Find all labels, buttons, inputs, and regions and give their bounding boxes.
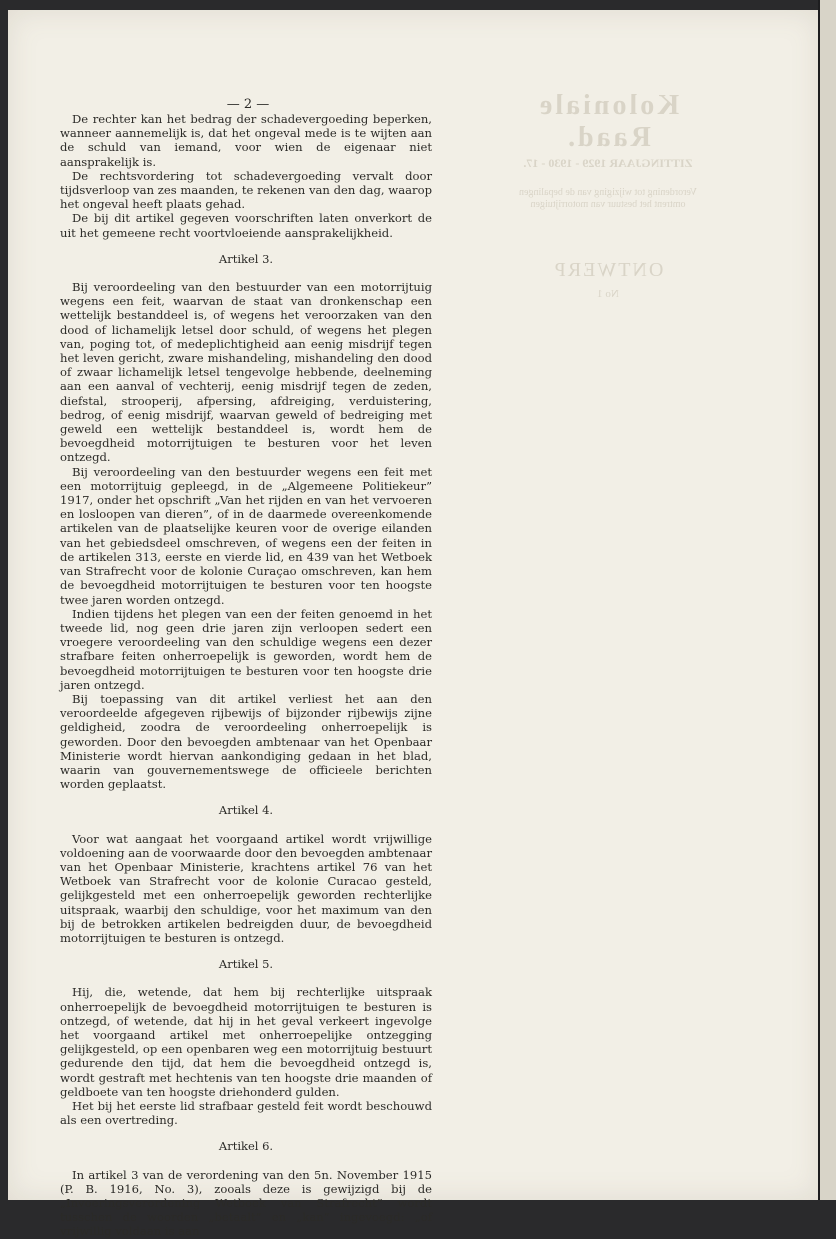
page-edge [818,0,836,1200]
paragraph: Hij, die, wetende, dat hem bij rechterlijke uitspraak onherroepelijk de bevoegdheid motorrijtuigen te besturen is ontzegd, of wetende, dat hij in het geval verkeert ingevolge het voorgaand artikel met onherroepelijke ontzegging gelijkgesteld, op een openbaren weg een motorrijtuig bestuurt gedurende den tijd, dat hem die bevoegdheid ontzegd is, wordt gestraft met hechtenis van ten hoogste drie maanden of geldboete van ten hoogste driehonderd gulden. [60,985,432,1099]
bleed-note: Verordening tot wijziging van de bepalingen omtrent het bestuur van motorrijtuigen [519,187,698,210]
document-page [8,10,820,1239]
paragraph: In artikel 3 van de verordening van den 5n. November 1915 (P. B. 1916, No. 3), zooals deze is gewijzigd bij de „Invoeringsverordening Wetboek van Strafrecht” wordt tusschen de woorden „betaalt” en „kan” ingevoegd: „of vrijwillig voldaan is aan [60,1167,432,1239]
paragraph: Indien tijdens het plegen van een der feiten genoemd in het tweede lid, nog geen drie jaren zijn verloopen sedert een vroegere veroordeeling van den schuldige wegens een dezer strafbare feiten onherroepelijk is geworden, wordt hem de bevoegdheid motorrijtuigen te besturen voor ten hoogste drie jaren ontzegd. [60,606,432,692]
article-heading: Artikel 3. [218,251,274,266]
paragraph: Voor wat aangaat het voorgaand artikel wordt vrijwillige voldoening aan de voorwaarde door den bevoegden ambtenaar van het Openbaar Ministerie, krachtens artikel 76 van het Wetboek van Strafrecht voor de kolonie Curacao gesteld, gelijkgesteld met een onherroepelijk geworden rechterlijke uitspraak, waarbij den schuldige, voor het maximum van den bij de betrokken artikelen bedreigden duur, de bevoegdheid motorrijtuigen te besturen is ontzegd. [60,831,432,945]
paragraph: De rechter kan het bedrag der schadevergoeding beperken, wanneer aannemelijk is, dat het ongeval mede is te wijten aan de schuld van iemand, voor wien de eigenaar niet aansprakelijk is. [60,112,432,169]
paragraph: De rechtsvordering tot schadevergoeding vervalt door tijdsverloop van zes maanden, te rekenen van den dag, waarop het ongeval heeft plaats gehad. [60,168,432,212]
paragraph: Het bij het eerste lid strafbaar gesteld feit wordt beschouwd als een overtreding. [60,1099,432,1128]
paragraph: Bij toepassing van dit artikel verliest het aan den veroordeelde afgegeven rijbewijs of bijzonder rijbewijs zijne geldigheid, zoodra de veroordeeling onherroepelijk is geworden. Door den bevoegden ambtenaar van het Openbaar Ministerie wordt hiervan aankondiging gedaan in het blad, waarin van gouvernementswege de officieele berichten worden geplaatst. [60,691,432,792]
text-column [60,112,432,1239]
paragraph: Bij veroordeeling van den bestuurder wegens een feit met een motorrijtuig gepleegd, in de „Algemeene Politiekeur” 1917, onder het opschrift „Van het rijden en van het vervoeren en losloopen van dieren”, of in de daarmede overeenkomende artikelen van de plaatselijke keuren voor de overige eilanden van het gebiedsdeel omschreven, of wegens een der feiten in de artikelen 313, eerste en vierde lid, en 439 van het Wetboek van Strafrecht voor de kolonie Curaçao omschreven, kan hem de bevoegdheid motorrijtuigen te besturen voor ten hoogste twee jaren worden ontzegd. [60,464,432,607]
bleed-number: No 1 [597,288,619,300]
bleed-title: Koloniale Raad. [536,90,680,153]
paragraph: Bij veroordeeling van den bestuurder van een motorrijtuig wegens een feit, waarvan de staat van dronkenschap een wettelijk bestanddeel is, of wegens het veroorzaken van den dood of lichamelijk letsel door schuld, of wegens het plegen van, poging tot, of medeplichtigheid aan eenig misdrijf tegen het leven gericht, zware mishandeling, mishandeling den dood of zwaar lichamelijk letsel tengevolge hebbende, deelneming aan een aanval of vechterij, eenig misdrijf tegen de zeden, diefstal, strooperij, afpersing, afdreiging, verduistering, bedrog, of eenig misdrijf, waarvan geweld of bedreiging met geweld een wettelijk bestanddeel is, wordt hem de bevoegdheid motorrijtuigen te besturen voor het leven ontzegd. [60,280,432,465]
article-heading: Artikel 6. [218,1139,274,1154]
paragraph: De bij dit artikel gegeven voorschriften laten onverkort de uit het gemeene recht voortvloeiende aansprakelijkheid. [60,211,432,240]
article-heading: Artikel 5. [218,957,274,972]
page-number: — 2 — [226,97,270,112]
bleed-through-text [508,90,708,300]
bleed-subtitle: ZITTINGJAAR 1929 - 1930 - 17. [523,156,693,170]
bleed-draft: ONTWERP [552,259,664,281]
article-heading: Artikel 4. [218,803,274,818]
